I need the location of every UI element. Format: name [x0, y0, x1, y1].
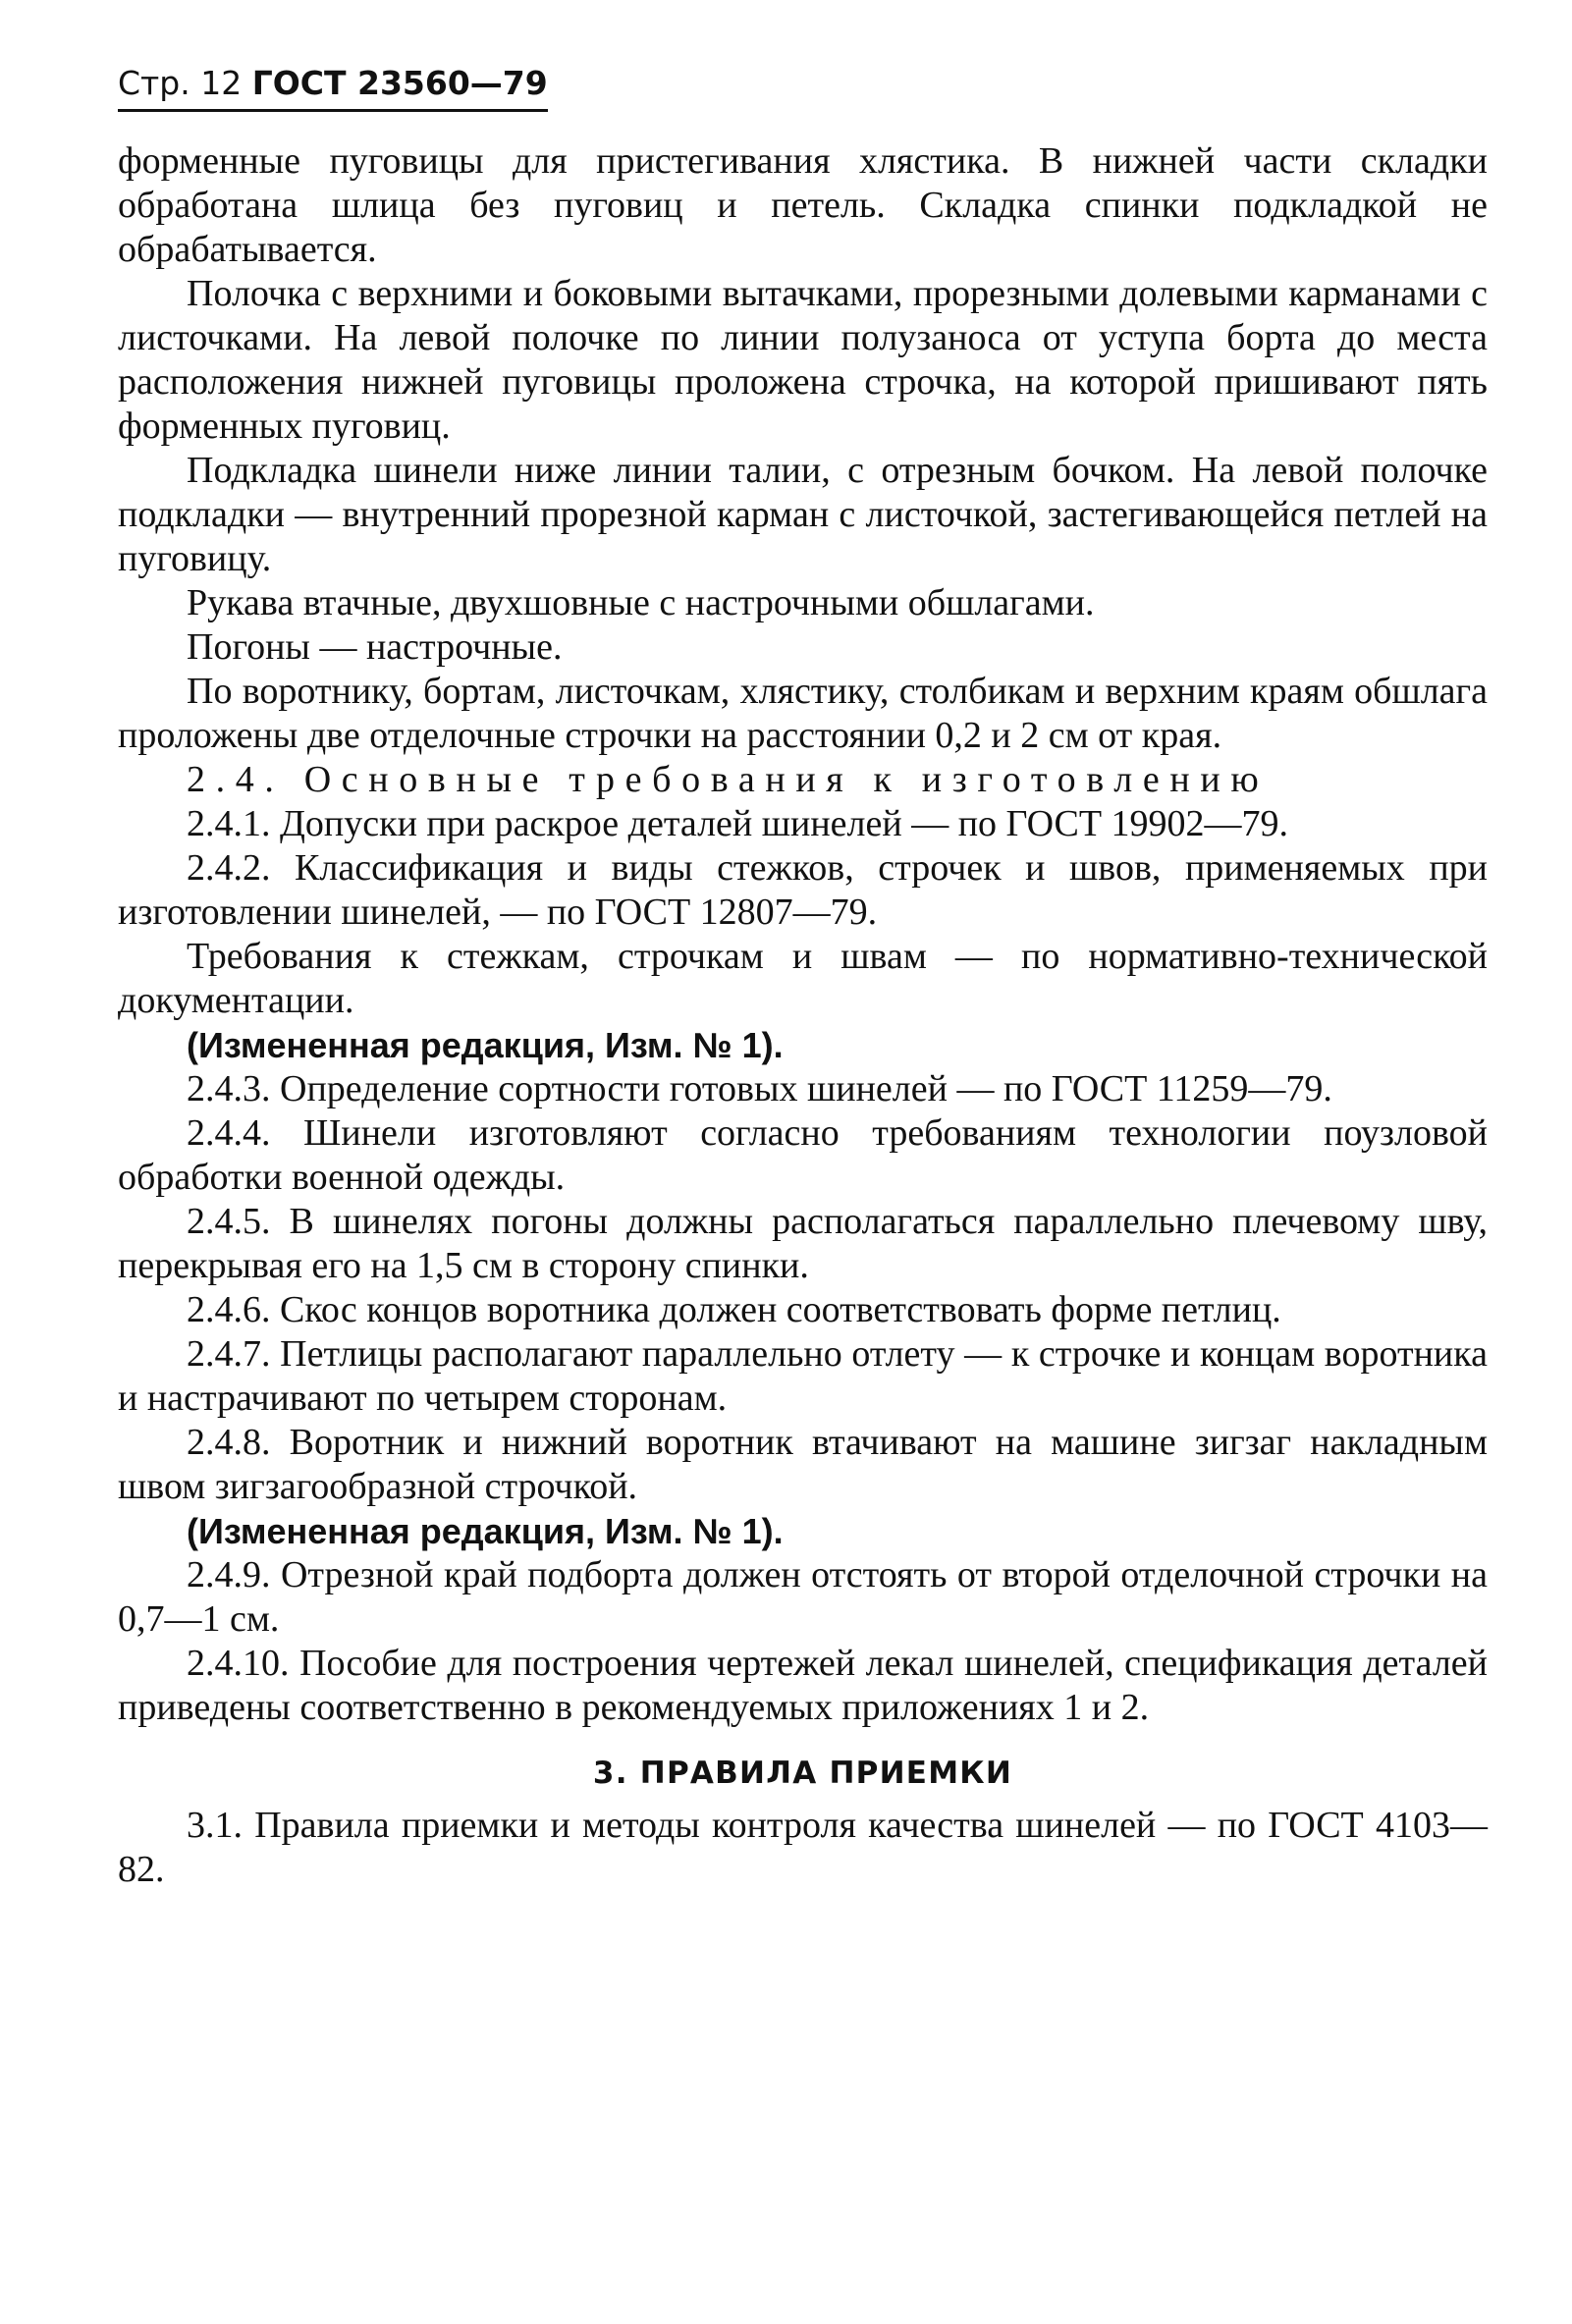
paragraph: По воротнику, бортам, листочкам, хлястику, столбикам и верхним краям обшлага проложены две отделочные строчки на расстоянии 0,2 и 2 см от края. — [118, 671, 1488, 756]
clause-2-4-10: 2.4.10. Пособие для построения чертежей лекал шинелей, спецификация деталей приведены соответственно в рекомендуемых приложениях 1 и 2. — [118, 1643, 1488, 1728]
paragraph: Требования к стежкам, строчкам и швам — по нормативно-технической документации. — [118, 936, 1488, 1021]
clause-2-4-5: 2.4.5. В шинелях погоны должны располагаться параллельно плечевому шву, перекрывая его на 1,5 см в сторону спинки. — [118, 1201, 1488, 1286]
section-title: 3. ПРАВИЛА ПРИЕМКИ — [592, 1756, 1013, 1791]
page-header — [118, 64, 548, 112]
paragraph: Рукава втачные, двухшовные с настрочными обшлагами. — [187, 582, 1095, 623]
clause-2-4-3: 2.4.3. Определение сортности готовых шинелей — по ГОСТ 11259—79. — [187, 1068, 1332, 1109]
paragraph: Погоны — настрочные. — [187, 626, 563, 668]
paragraph: Подкладка шинели ниже линии талии, с отрезным бочком. На левой полочке подкладки — внутренний прорезной карман с листочкой, застегивающейся петлей на пуговицу. — [118, 450, 1488, 579]
clause-2-4-9: 2.4.9. Отрезной край подборта должен отстоять от второй отделочной строчки на 0,7—1 см. — [118, 1554, 1488, 1640]
amendment-note: (Измененная редакция, Изм. № 1). — [187, 1025, 784, 1065]
subsection-heading: 2.4. Основные требования к изготовлению — [187, 759, 1270, 800]
clause-2-4-2: 2.4.2. Классификация и виды стежков, строчек и швов, применяемых при изготовлении шинелей, — по ГОСТ 12807—79. — [118, 847, 1488, 933]
paragraph: форменные пуговицы для пристегивания хлястика. В нижней части складки обработана шлица без пуговиц и петель. Складка спинки подкладкой не обрабатывается. — [118, 140, 1488, 270]
amendment-note: (Измененная редакция, Изм. № 1). — [187, 1511, 784, 1551]
clause-3-1: 3.1. Правила приемки и методы контроля качества шинелей — по ГОСТ 4103—82. — [118, 1805, 1488, 1890]
clause-2-4-1: 2.4.1. Допуски при раскрое деталей шинелей — по ГОСТ 19902—79. — [187, 803, 1289, 844]
clause-2-4-4: 2.4.4. Шинели изготовляют согласно требованиям технологии поузловой обработки военной одежды. — [118, 1112, 1488, 1198]
clause-2-4-7: 2.4.7. Петлицы располагают параллельно отлету — к строчке и концам воротника и настрачивают по четырем сторонам. — [118, 1333, 1488, 1419]
paragraph: Полочка с верхними и боковыми вытачками, прорезными долевыми карманами с листочками. На левой полочке по линии полузаноса от уступа борта до места расположения нижней пуговицы проложена строчка, на которой пришивают пять форменных пуговиц. — [118, 273, 1488, 447]
clause-2-4-8: 2.4.8. Воротник и нижний воротник втачивают на машине зигзаг накладным швом зигзагообразной строчкой. — [118, 1422, 1488, 1507]
document-page — [118, 61, 1488, 1892]
clause-2-4-6: 2.4.6. Скос концов воротника должен соответствовать форме петлиц. — [187, 1289, 1281, 1330]
body-text — [118, 139, 1488, 1730]
standard-number: ГОСТ 23560—79 — [251, 64, 548, 102]
page-number: Стр. 12 — [118, 64, 243, 102]
